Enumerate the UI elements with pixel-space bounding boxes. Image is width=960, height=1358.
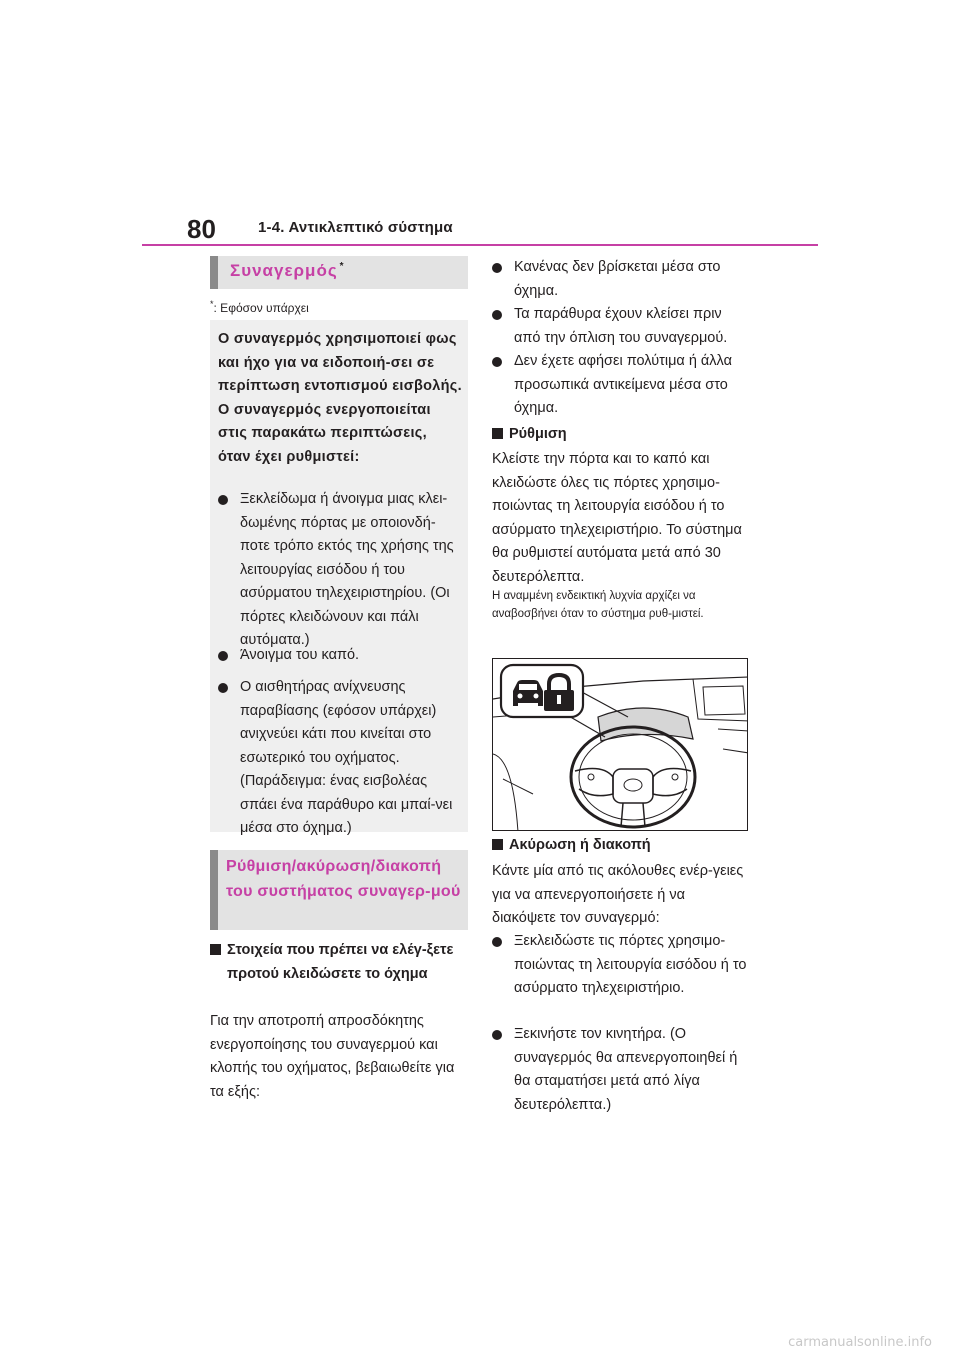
check-item — [492, 303, 752, 350]
setting-paragraph: Κλείστε την πόρτα και το καπό και κλειδώστε όλες τις πόρτες χρησιμο-ποιώντας τη λειτουργία εισόδου ή το ασύρματο τηλεχειριστήριο. Το σύστημα θα ρυθμιστεί αυτόματα μετά από 30 δευτερόλεπτα. — [492, 451, 742, 585]
steering-wheel-illustration — [493, 659, 748, 831]
page-number: 80 — [187, 214, 216, 244]
bullet-icon — [218, 495, 228, 505]
trigger-item — [218, 488, 464, 653]
dashboard-illustration — [492, 658, 748, 831]
check-text: Δεν έχετε αφήσει πολύτιμα ή άλλα προσωπικά αντικείμενα μέσα στο όχημα. — [514, 353, 732, 416]
cancel-method-text: Ξεκινήστε τον κινητήρα. (Ο συναγερμός θα απενεργοποιηθεί ή θα σταματήσει μετά από λίγα δευτερόλεπτα.) — [514, 1026, 738, 1113]
setup-heading — [210, 850, 468, 930]
watermark: carmanualsonline.info — [788, 1335, 932, 1350]
trigger-item — [218, 676, 464, 841]
bullet-icon — [492, 263, 502, 273]
cancel-method-item — [492, 1023, 752, 1117]
alarm-title: Συναγερμός — [230, 261, 338, 280]
trigger-text: Ξεκλείδωμα ή άνοιγμα μιας κλει-δωμένης πόρτας με οποιονδή-ποτε τρόπο εκτός της χρήσης της λειτουργίας εισόδου ή του ασύρματου τηλεχειριστηρίου. (Οι πόρτες κλειδώνουν και πάλι αυτόματα.) — [240, 491, 454, 648]
square-bullet-icon — [210, 944, 221, 955]
alarm-title-mark: * — [339, 261, 345, 273]
header-rule — [142, 244, 818, 246]
bullet-icon — [492, 1030, 502, 1040]
trigger-text: Ο αισθητήρας ανίχνευσης παραβίασης (εφόσον υπάρχει) ανιχνεύει κάτι που κινείται στο εσωτερικό του οχήματος. (Παράδειγμα: ένας εισβολέας σπάει ένα παράθυρο και μπαί-νει μέσα στο όχημα.) — [240, 679, 453, 836]
bullet-icon — [492, 310, 502, 320]
setting-heading-text: Ρύθμιση — [509, 426, 567, 442]
items-paragraph: Για την αποτροπή απροσδόκητης ενεργοποίησης του συναγερμού και κλοπής του οχήματος, βεβαιωθείτε για τα εξής: — [210, 1013, 455, 1100]
bullet-icon — [492, 937, 502, 947]
cancel-method-text: Ξεκλειδώστε τις πόρτες χρησιμο-ποιώντας τη λειτουργία εισόδου ή το ασύρματο τηλεχειριστήριο. — [514, 933, 747, 996]
alarm-heading — [210, 256, 468, 289]
square-bullet-icon — [492, 839, 503, 850]
alarm-info-box — [210, 320, 468, 836]
footnote — [210, 299, 309, 315]
items-heading-text: Στοιχεία που πρέπει να ελέγ-ξετε προτού κλειδώσετε το όχημα — [227, 942, 454, 982]
check-text: Κανένας δεν βρίσκεται μέσα στο όχημα. — [514, 259, 721, 299]
section-title: 1-4. Αντικλεπτικό σύστημα — [258, 219, 453, 236]
items-subheading — [210, 939, 468, 986]
footnote-mark: * — [210, 299, 214, 309]
bullet-icon — [218, 683, 228, 693]
check-item — [492, 350, 752, 421]
bullet-icon — [218, 651, 228, 661]
bullet-icon — [492, 357, 502, 367]
trigger-text: Άνοιγμα του καπό. — [240, 647, 360, 663]
cancel-heading-text: Ακύρωση ή διακοπή — [509, 837, 651, 853]
square-bullet-icon — [492, 428, 503, 439]
setting-note: Η αναμμένη ενδεικτική λυχνία αρχίζει να αναβοσβήνει όταν το σύστημα ρυθ-μιστεί. — [492, 590, 704, 620]
trigger-item — [218, 644, 464, 668]
setting-subheading — [492, 423, 752, 447]
footnote-text: : Εφόσον υπάρχει — [213, 301, 309, 315]
check-text: Τα παράθυρα έχουν κλείσει πριν από την όπλιση του συναγερμού. — [514, 306, 728, 346]
cancel-subheading — [492, 834, 752, 858]
cancel-paragraph: Κάντε μία από τις ακόλουθες ενέρ-γειες για να απενεργοποιήσετε ή να διακόψετε τον συναγερμό: — [492, 863, 744, 926]
alarm-intro: Ο συναγερμός χρησιμοποιεί φως και ήχο για να ειδοποιή-σει σε περίπτωση εντοπισμού εισβολής. Ο συναγερμός ενεργοποιείται στις παρακάτω περιπτώσεις, όταν έχει ρυθμιστεί: — [218, 331, 462, 465]
check-item — [492, 256, 752, 303]
cancel-method-item — [492, 930, 752, 1001]
setup-title: Ρύθμιση/ακύρωση/διακοπή του συστήματος συναγερ-μού — [226, 858, 461, 900]
